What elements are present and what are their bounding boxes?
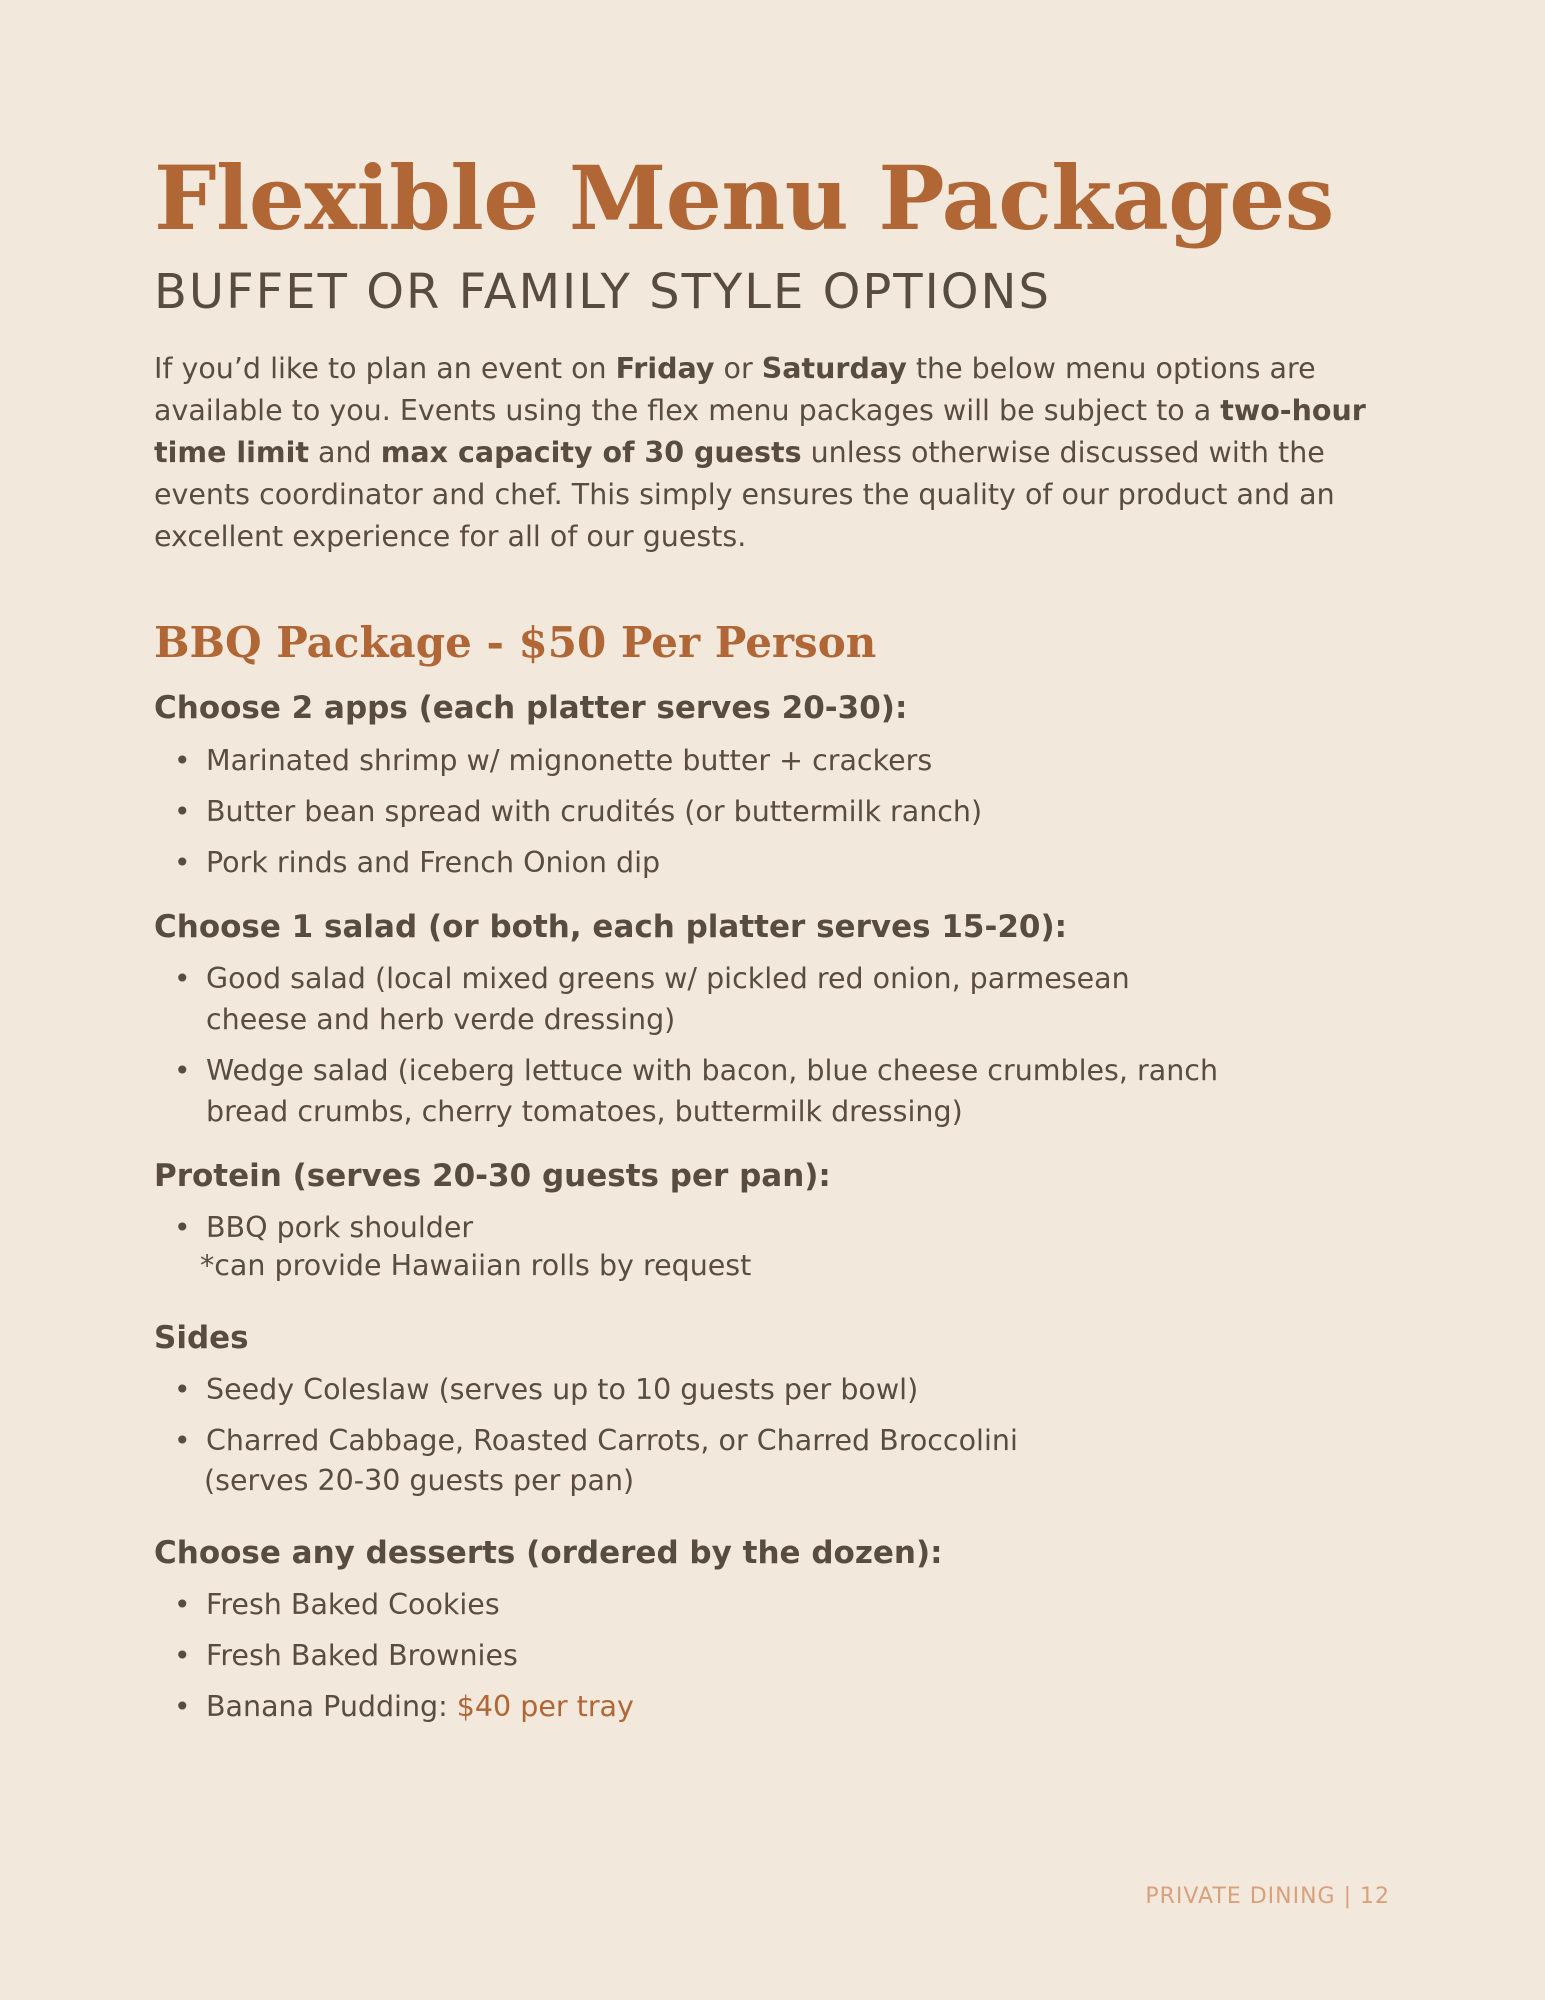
list-item [154, 791, 1384, 832]
intro-paragraph [154, 348, 1384, 558]
page-subtitle: BUFFET OR FAMILY STYLE OPTIONS [154, 263, 1051, 320]
item-text: Butter bean spread with crudités (or buttermilk ranch) [206, 794, 983, 828]
intro-text: and [308, 435, 381, 469]
bullet-icon: • [174, 845, 191, 879]
bullet-icon: • [174, 1690, 191, 1724]
apps-list [154, 740, 1384, 883]
apps-heading: Choose 2 apps (each platter serves 20-30): [154, 690, 908, 727]
intro-text: unless otherwise discussed with the events coordinator and chef. This simply ensures the quality of our product and an excellent experience for all of our guests. [154, 435, 1335, 553]
bullet-icon: • [174, 794, 191, 828]
list-item [154, 740, 1384, 781]
intro-text: the below menu options are available to you. Events using the flex menu packages will be subject to a [154, 351, 1316, 427]
list-item [154, 842, 1384, 883]
sides-note: (serves 20-30 guests per pan) [204, 1464, 635, 1498]
bullet-icon: • [174, 961, 191, 995]
page-footer: PRIVATE DINING | 12 [1145, 1884, 1390, 1909]
bullet-icon: • [174, 1588, 191, 1622]
intro-capacity: max capacity of 30 guests [380, 435, 802, 469]
page-title: Flexible Menu Packages [154, 146, 1334, 250]
list-item [154, 1050, 1294, 1132]
bullet-icon: • [174, 1210, 191, 1244]
item-text: Fresh Baked Brownies [206, 1639, 518, 1673]
item-text: Pork rinds and French Onion dip [206, 845, 661, 879]
bullet-icon: • [174, 1424, 191, 1458]
intro-saturday: Saturday [761, 351, 907, 385]
intro-time-limit: two-hour time limit [154, 393, 1366, 469]
list-item [154, 1635, 1384, 1676]
bullet-icon: • [174, 1053, 191, 1087]
intro-text: If you’d like to plan an event on [154, 351, 616, 385]
list-item [154, 958, 1294, 1040]
package-title: BBQ Package - $50 Per Person [154, 617, 877, 667]
item-text: Banana Pudding: [206, 1690, 457, 1724]
item-text: Good salad (local mixed greens w/ pickled red onion, parmesean cheese and herb verde dressing) [206, 961, 1130, 1036]
salads-list [154, 958, 1294, 1132]
desserts-list [154, 1584, 1384, 1727]
intro-friday: Friday [615, 351, 715, 385]
item-text: Seedy Coleslaw (serves up to 10 guests per bowl) [206, 1373, 919, 1407]
bullet-icon: • [174, 743, 191, 777]
item-text: Marinated shrimp w/ mignonette butter + crackers [206, 743, 933, 777]
pudding-price: $40 per tray [456, 1690, 634, 1724]
sides-heading: Sides [154, 1319, 249, 1356]
protein-note: *can provide Hawaiian rolls by request [200, 1248, 752, 1282]
list-item [154, 1686, 1384, 1727]
protein-list [154, 1207, 1384, 1248]
bullet-icon: • [174, 1373, 191, 1407]
page-content [154, 146, 1384, 1737]
protein-heading: Protein (serves 20-30 guests per pan): [154, 1157, 831, 1194]
list-item [154, 1207, 1384, 1248]
desserts-heading: Choose any desserts (ordered by the dozen): [154, 1535, 943, 1572]
salads-heading: Choose 1 salad (or both, each platter serves 15-20): [154, 908, 1068, 945]
item-text: Wedge salad (iceberg lettuce with bacon, blue cheese crumbles, ranch bread crumbs, cherry tomatoes, buttermilk dressing) [206, 1053, 1219, 1128]
list-item [154, 1420, 1384, 1461]
list-item [154, 1369, 1384, 1410]
intro-text: or [714, 351, 762, 385]
bullet-icon: • [174, 1639, 191, 1673]
item-text: Fresh Baked Cookies [206, 1588, 500, 1622]
list-item [154, 1584, 1384, 1625]
sides-list [154, 1369, 1384, 1461]
item-text: Charred Cabbage, Roasted Carrots, or Charred Broccolini [206, 1424, 1018, 1458]
item-text: BBQ pork shoulder [206, 1210, 474, 1244]
